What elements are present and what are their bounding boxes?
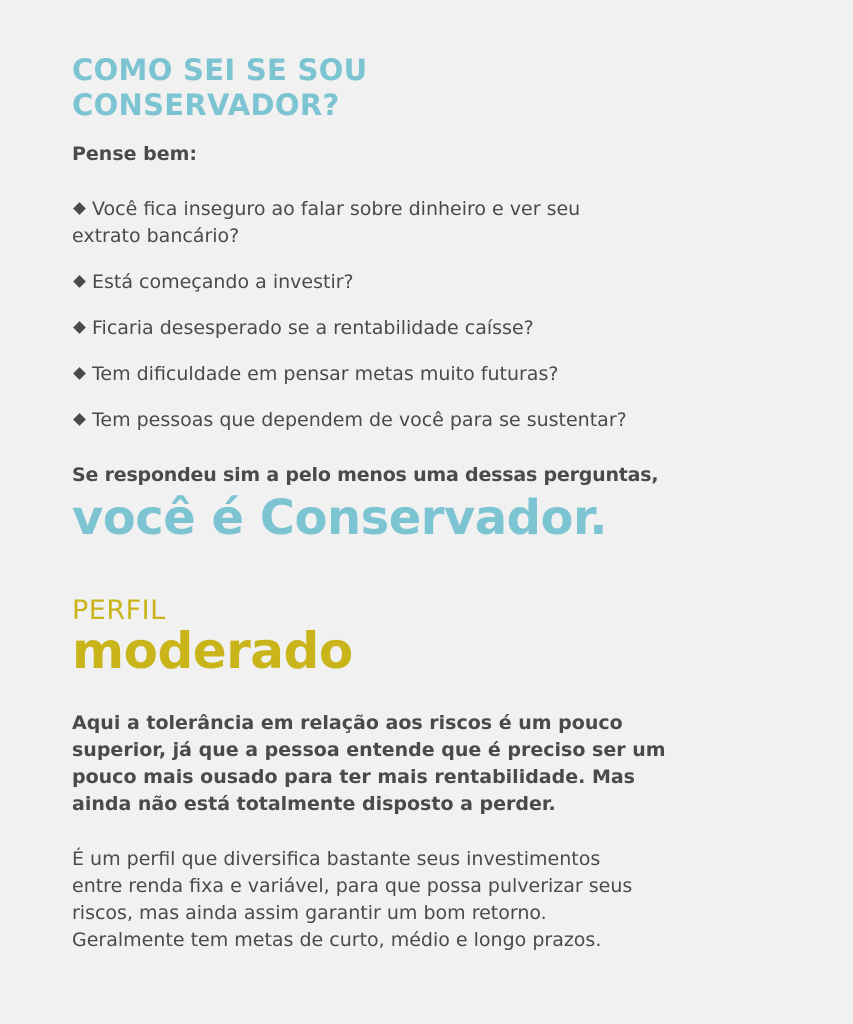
question-text-continued: extrato bancário?	[72, 225, 240, 247]
heading-line-1: COMO SEI SE SOU	[72, 53, 368, 87]
profile-name: moderado	[72, 622, 353, 680]
paragraph-line: ainda não está totalmente disposto a perder.	[72, 793, 556, 815]
heading-line-2: CONSERVADOR?	[72, 88, 340, 122]
paragraph-line: Aqui a tolerância em relação aos riscos é um pouco	[72, 712, 623, 734]
diamond-bullet-icon	[73, 321, 86, 334]
paragraph-line: pouco mais ousado para ter mais rentabilidade. Mas	[72, 766, 635, 788]
diamond-bullet-icon	[73, 367, 86, 380]
question-item	[72, 407, 762, 434]
question-text: Ficaria desesperado se a rentabilidade caísse?	[92, 317, 534, 339]
result-text: você é Conservador.	[72, 490, 607, 546]
question-text: Tem dificuldade em pensar metas muito futuras?	[92, 363, 559, 385]
question-item	[72, 269, 762, 296]
section-heading	[72, 53, 368, 123]
diamond-bullet-icon	[73, 275, 86, 288]
subhead: Pense bem:	[72, 143, 198, 165]
diamond-bullet-icon	[73, 202, 86, 215]
paragraph-line: superior, já que a pessoa entende que é preciso ser um	[72, 739, 666, 761]
profile-label: PERFIL	[72, 595, 166, 626]
question-text: Você fica inseguro ao falar sobre dinheiro e ver seu	[92, 198, 581, 220]
question-item	[72, 361, 762, 388]
question-list	[72, 196, 762, 453]
diamond-bullet-icon	[73, 413, 86, 426]
question-item	[72, 196, 762, 250]
paragraph-line: riscos, mas ainda assim garantir um bom retorno.	[72, 902, 547, 924]
question-text: Está começando a investir?	[92, 271, 354, 293]
question-text: Tem pessoas que dependem de você para se sustentar?	[92, 409, 627, 431]
conclusion-text: Se respondeu sim a pelo menos uma dessas perguntas,	[72, 464, 659, 486]
profile-description-bold	[72, 710, 772, 818]
paragraph-line: É um perfil que diversifica bastante seus investimentos	[72, 848, 601, 870]
paragraph-line: Geralmente tem metas de curto, médio e longo prazos.	[72, 929, 602, 951]
profile-description	[72, 846, 772, 954]
paragraph-line: entre renda fixa e variável, para que possa pulverizar seus	[72, 875, 633, 897]
question-item	[72, 315, 762, 342]
